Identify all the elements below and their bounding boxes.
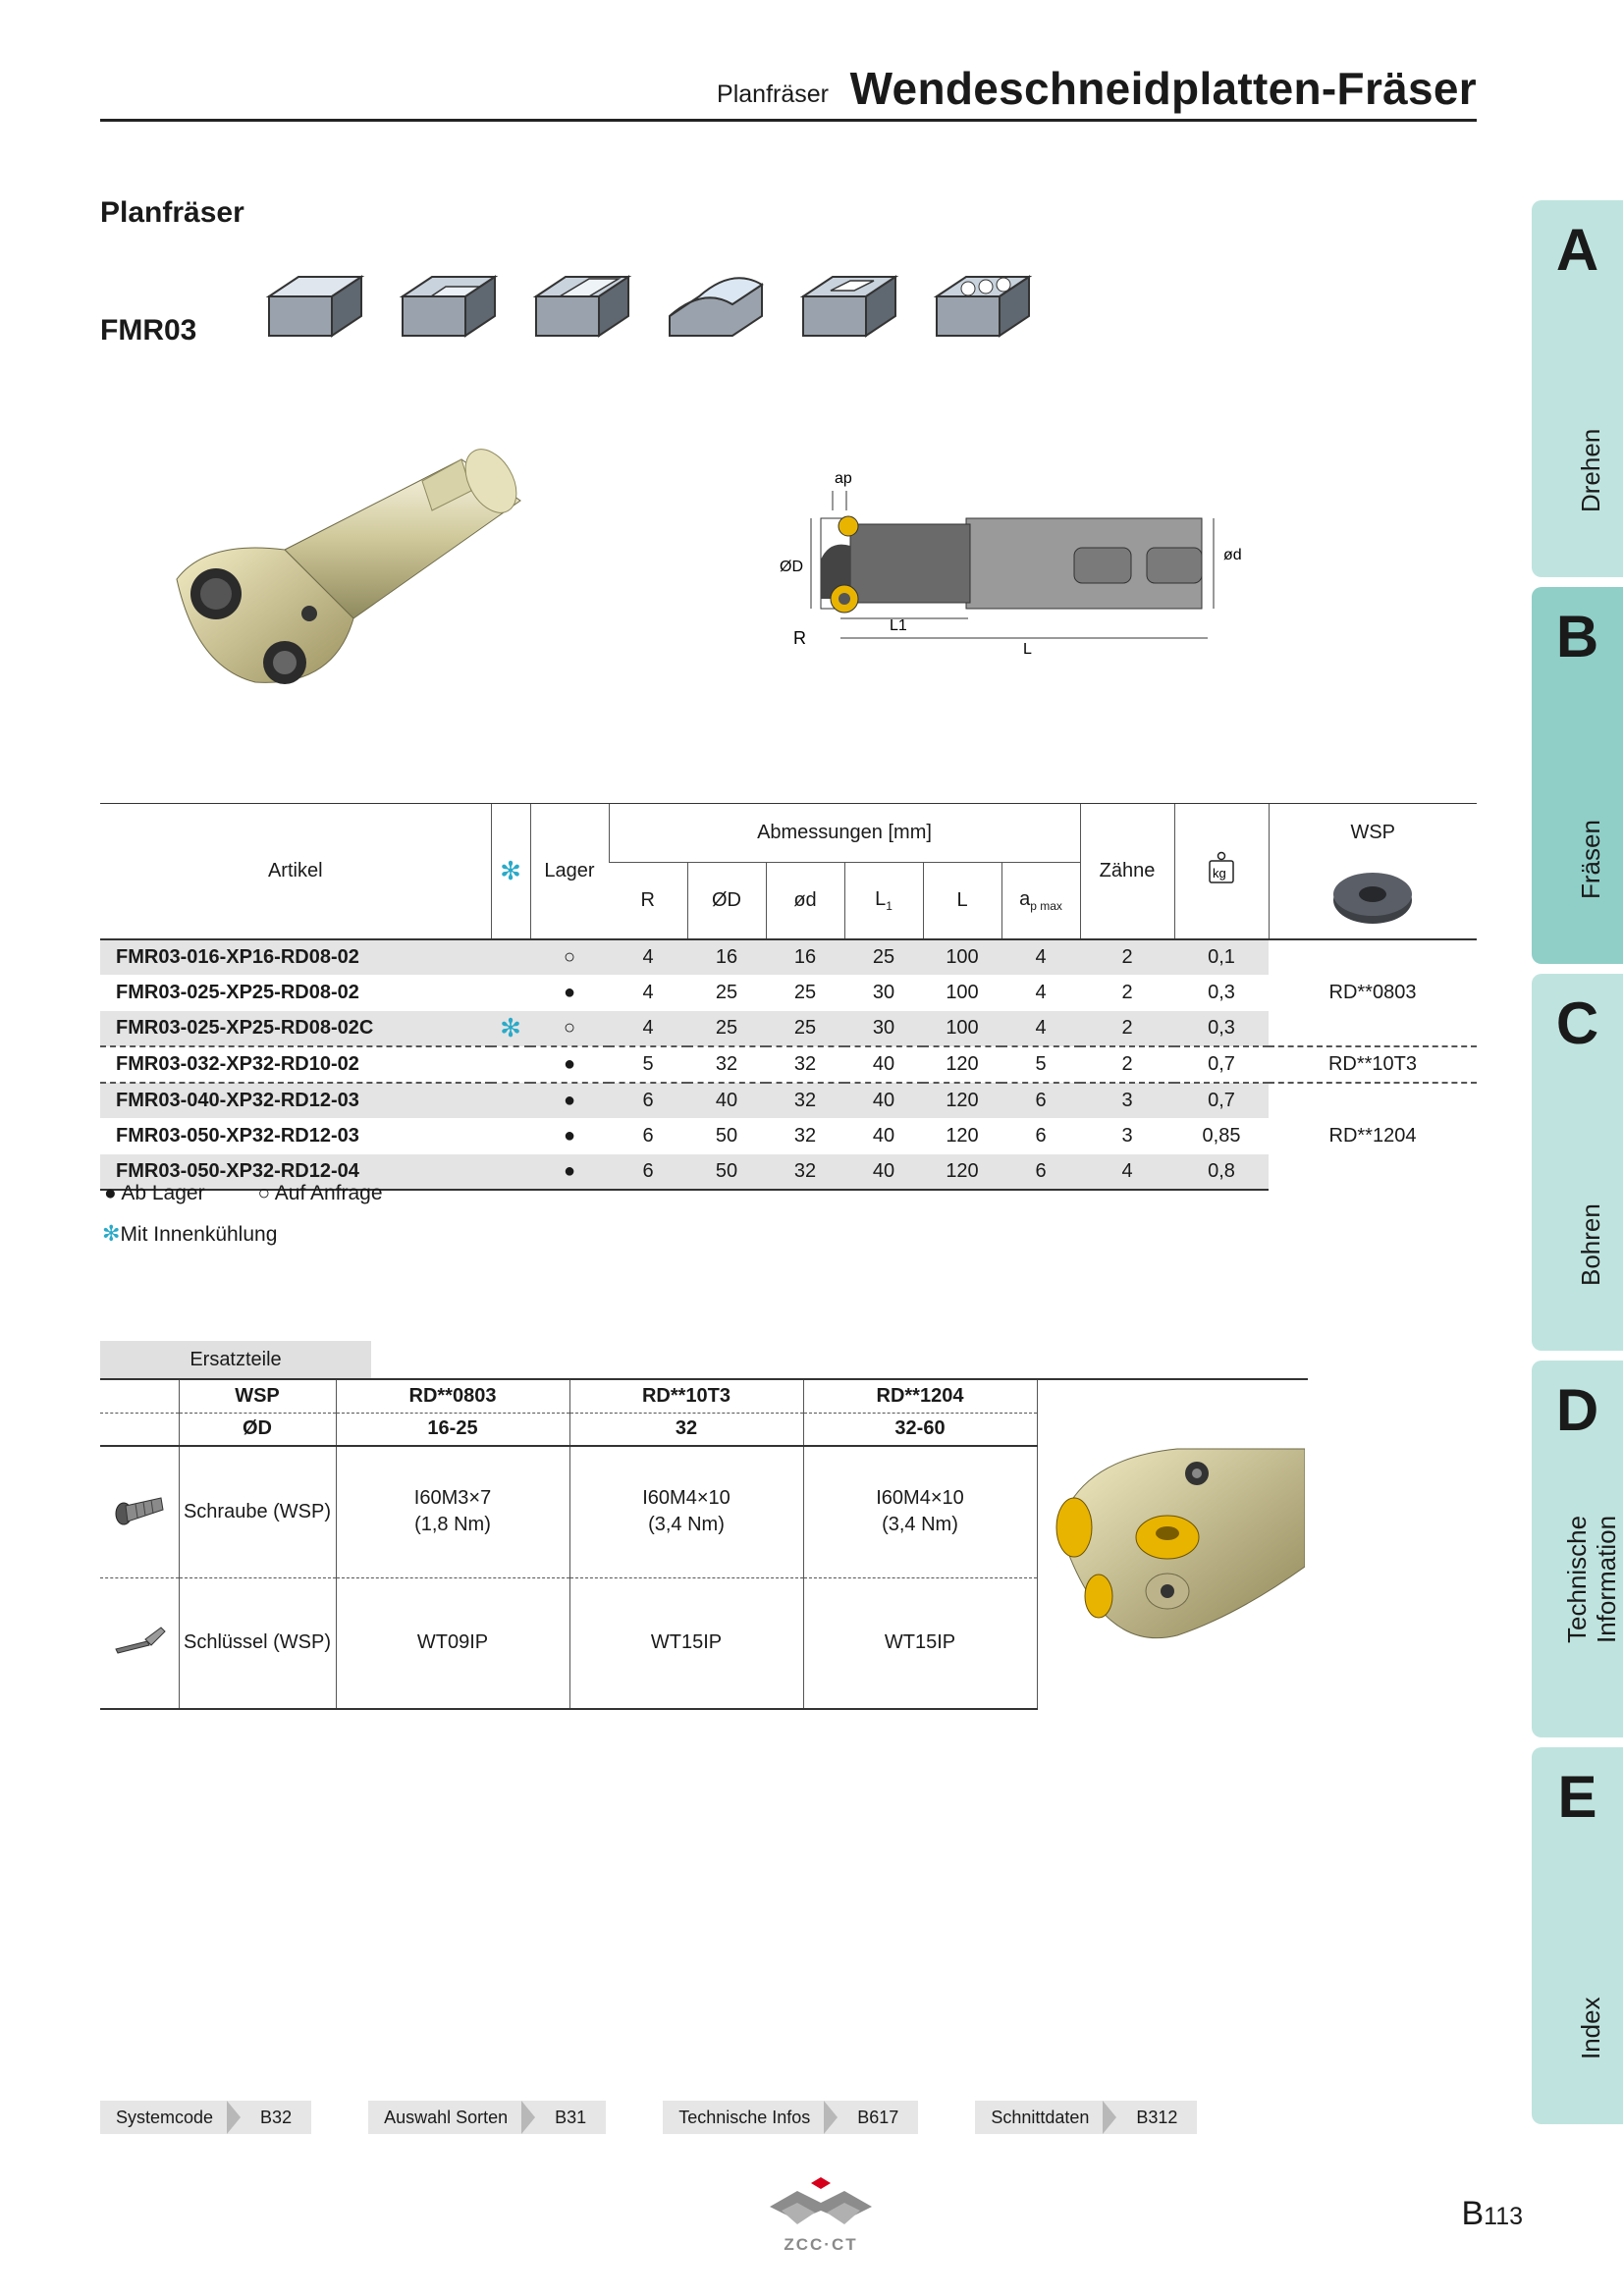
cooling-icon: ✻ <box>102 1221 121 1246</box>
spare-empty <box>100 1413 179 1446</box>
page-references <box>100 2101 1197 2134</box>
legend-auf-anfrage: ○ Auf Anfrage <box>257 1182 383 1204</box>
cell-R: 6 <box>609 1083 687 1119</box>
cell-d: 32 <box>793 1124 817 1147</box>
tab-label-text: Drehen <box>1576 428 1605 513</box>
cell-lager: ● <box>530 1046 609 1083</box>
cell-cooling <box>491 975 530 1011</box>
col-d: ød <box>766 863 844 939</box>
cell-L: 120 <box>946 1124 979 1147</box>
page-prefix: B <box>1461 2195 1485 2232</box>
spare-h-D: ØD <box>179 1413 336 1446</box>
cell-L1: 40 <box>844 1083 923 1119</box>
screw-cell <box>100 1446 179 1577</box>
cell-artikel: FMR03-025-XP25-RD08-02C <box>100 1011 491 1047</box>
chevron-right-icon <box>1103 2101 1116 2134</box>
ref-auswahl-sorten[interactable] <box>368 2101 606 2134</box>
company-logo <box>762 2167 880 2256</box>
cell-weight: 0,1 <box>1174 939 1269 976</box>
wsp-image-cell <box>1269 863 1477 939</box>
screw-1 <box>569 1446 803 1577</box>
cell-artikel: FMR03-032-XP32-RD10-02 <box>100 1046 491 1083</box>
cooling-icon: ✻ <box>500 855 521 885</box>
ref-label: Technische Infos <box>678 2107 811 2127</box>
spare-image-cell <box>1037 1379 1308 1709</box>
spare-d-0: 16-25 <box>336 1413 569 1446</box>
spare-wsp-2: RD**1204 <box>803 1379 1037 1413</box>
cell-L1: 40 <box>872 1124 895 1147</box>
cell-zaehne: 2 <box>1121 981 1133 1003</box>
tab-drehen[interactable] <box>1532 200 1623 577</box>
tab-label-text: Fräsen <box>1576 820 1605 900</box>
header-subtitle: Planfräser <box>717 80 829 108</box>
cell-R: 6 <box>609 1154 687 1191</box>
key-cell <box>100 1577 179 1709</box>
dim-d: ød <box>1223 547 1242 563</box>
tab-fraesen[interactable] <box>1532 587 1623 964</box>
cell-artikel: FMR03-016-XP16-RD08-02 <box>100 939 491 976</box>
section-title: Planfräser <box>100 196 244 229</box>
cell-L1: 30 <box>872 981 895 1003</box>
spare-parts-table <box>100 1378 1308 1710</box>
chevron-right-icon <box>521 2101 535 2134</box>
ref-page: B32 <box>260 2107 293 2127</box>
tab-label-text: Index <box>1576 1997 1605 2060</box>
cell-lager: ● <box>563 981 576 1003</box>
cell-cooling <box>491 1046 530 1083</box>
cell-D: 50 <box>687 1154 766 1191</box>
cell-weight: 0,7 <box>1174 1046 1269 1083</box>
table-row <box>100 939 1477 976</box>
insert-icon <box>1325 865 1420 930</box>
header-title: Wendeschneidplatten-Fräser <box>849 63 1477 114</box>
col-ap-main: a <box>1019 887 1031 910</box>
legend-cooling-label: Mit Innenkühlung <box>120 1223 278 1246</box>
table-row <box>100 1083 1477 1119</box>
cell-lager: ● <box>563 1124 576 1147</box>
ref-systemcode[interactable] <box>100 2101 311 2134</box>
key-1: WT15IP <box>569 1577 803 1709</box>
cell-lager: ● <box>530 1154 609 1191</box>
col-weight <box>1174 804 1269 939</box>
screw-icon <box>112 1488 167 1527</box>
col-artikel: Artikel <box>100 804 491 939</box>
cell-L: 100 <box>923 939 1001 976</box>
product-table <box>100 803 1477 1191</box>
cell-R: 6 <box>642 1124 654 1147</box>
profile-milling-icon <box>664 267 768 346</box>
chevron-right-icon <box>227 2101 241 2134</box>
cell-wsp: RD**10T3 <box>1269 1046 1477 1083</box>
col-cooling <box>491 804 530 939</box>
screw-2 <box>803 1446 1037 1577</box>
tab-label-text: Technische <box>1562 1516 1592 1644</box>
screw-0-torque: (1,8 Nm) <box>414 1514 491 1536</box>
logo-text: ZCC·CT <box>784 2235 858 2254</box>
ref-technische-infos[interactable] <box>663 2101 918 2134</box>
col-lager: Lager <box>530 804 609 939</box>
col-wsp: WSP <box>1269 804 1477 863</box>
cell-D: 50 <box>715 1124 738 1147</box>
table-row <box>100 1046 1477 1083</box>
cell-ap: 6 <box>1001 1154 1080 1191</box>
cell-artikel: FMR03-050-XP32-RD12-04 <box>100 1154 491 1191</box>
cell-D: 25 <box>687 1011 766 1047</box>
cell-lager: ○ <box>530 1011 609 1047</box>
tab-letter: D <box>1555 1377 1599 1443</box>
page-header <box>100 59 1477 122</box>
col-abmessungen: Abmessungen [mm] <box>609 804 1080 863</box>
tab-letter: C <box>1555 990 1599 1056</box>
cell-L: 120 <box>923 1154 1001 1191</box>
cell-L: 100 <box>946 981 979 1003</box>
key-label: Schlüssel (WSP) <box>179 1577 336 1709</box>
cell-ap: 4 <box>1001 1011 1080 1047</box>
col-L1 <box>844 863 923 939</box>
cell-d: 32 <box>766 1083 844 1119</box>
legend-ab-lager: ● Ab Lager <box>104 1182 205 1204</box>
col-L1-main: L <box>875 887 887 910</box>
cell-L1: 40 <box>844 1046 923 1083</box>
col-zaehne: Zähne <box>1080 804 1174 939</box>
ref-page: B617 <box>857 2107 899 2127</box>
screw-1-type: I60M4×10 <box>642 1487 730 1510</box>
cell-zaehne: 3 <box>1121 1124 1133 1147</box>
plunge-milling-icon <box>931 267 1035 346</box>
col-L: L <box>923 863 1001 939</box>
col-ap-sub: p max <box>1030 898 1062 913</box>
cell-zaehne: 2 <box>1080 1046 1174 1083</box>
spare-d-2: 32-60 <box>803 1413 1037 1446</box>
cell-D: 40 <box>687 1083 766 1119</box>
key-2: WT15IP <box>803 1577 1037 1709</box>
ref-schnittdaten[interactable] <box>975 2101 1197 2134</box>
cell-cooling <box>491 939 530 976</box>
weight-kg-icon <box>1207 851 1236 884</box>
pocket-milling-icon <box>797 267 901 346</box>
cell-L1: 40 <box>844 1154 923 1191</box>
chevron-right-icon <box>824 2101 838 2134</box>
cell-D: 16 <box>687 939 766 976</box>
legend-cooling <box>102 1221 277 1247</box>
cell-weight: 0,8 <box>1174 1154 1269 1191</box>
legend-stock <box>104 1182 430 1205</box>
ref-page: B312 <box>1136 2107 1178 2127</box>
cell-L1: 30 <box>844 1011 923 1047</box>
cell-ap: 5 <box>1001 1046 1080 1083</box>
screw-0 <box>336 1446 569 1577</box>
svg-text:kg: kg <box>1213 866 1226 881</box>
cell-D: 32 <box>687 1046 766 1083</box>
cell-R: 4 <box>609 1011 687 1047</box>
cell-D: 25 <box>715 981 738 1003</box>
operation-icons <box>263 267 1035 346</box>
cell-lager: ○ <box>530 939 609 976</box>
spare-wsp-0: RD**0803 <box>336 1379 569 1413</box>
screw-2-torque: (3,4 Nm) <box>882 1514 958 1536</box>
cell-R: 5 <box>609 1046 687 1083</box>
cell-d: 32 <box>766 1154 844 1191</box>
cell-cooling <box>491 1118 530 1154</box>
tab-label <box>1577 1998 1606 2060</box>
cell-wsp: RD**0803 <box>1269 939 1477 1047</box>
cell-weight: 0,85 <box>1202 1124 1241 1147</box>
cell-ap: 6 <box>1001 1083 1080 1119</box>
cell-zaehne: 2 <box>1080 939 1174 976</box>
tab-label <box>1577 429 1606 512</box>
cell-lager: ● <box>530 1083 609 1119</box>
dim-L1: L1 <box>890 617 907 634</box>
cell-weight: 0,3 <box>1208 981 1235 1003</box>
col-D: ØD <box>687 863 766 939</box>
cell-R: 4 <box>642 981 654 1003</box>
spare-d-1: 32 <box>569 1413 803 1446</box>
screw-2-type: I60M4×10 <box>876 1487 964 1510</box>
cell-zaehne: 2 <box>1080 1011 1174 1047</box>
col-R: R <box>609 863 687 939</box>
key-icon <box>112 1620 167 1659</box>
cell-d: 16 <box>766 939 844 976</box>
cell-weight: 0,7 <box>1174 1083 1269 1119</box>
col-ap <box>1001 863 1080 939</box>
tab-label-text: Bohren <box>1576 1203 1605 1287</box>
cell-L: 100 <box>923 1011 1001 1047</box>
dim-D: ØD <box>780 559 803 575</box>
spare-parts-tab: Ersatzteile <box>100 1341 371 1378</box>
cell-cooling <box>491 1154 530 1191</box>
cell-artikel: FMR03-040-XP32-RD12-03 <box>100 1083 491 1119</box>
cell-R: 4 <box>609 939 687 976</box>
cell-artikel: FMR03-025-XP25-RD08-02 <box>116 981 359 1003</box>
cell-ap: 6 <box>1035 1124 1047 1147</box>
cell-L1: 25 <box>844 939 923 976</box>
tab-label <box>1577 820 1606 899</box>
cell-d: 32 <box>766 1046 844 1083</box>
dim-R: R <box>793 628 806 648</box>
tab-label <box>1563 1516 1622 1643</box>
face-milling-icon <box>263 267 367 346</box>
tool-drawing <box>776 461 1247 677</box>
ref-label: Systemcode <box>116 2107 214 2127</box>
cell-weight: 0,3 <box>1174 1011 1269 1047</box>
tab-letter: A <box>1555 217 1599 283</box>
tool-photo <box>137 432 550 707</box>
spare-h-wsp: WSP <box>179 1379 336 1413</box>
model-name: FMR03 <box>100 314 197 347</box>
page-num: 113 <box>1484 2203 1523 2230</box>
cell-zaehne: 4 <box>1080 1154 1174 1191</box>
ref-page: B31 <box>555 2107 587 2127</box>
tab-letter: B <box>1555 604 1599 669</box>
cell-artikel: FMR03-050-XP32-RD12-03 <box>116 1124 359 1147</box>
cell-L: 120 <box>923 1046 1001 1083</box>
cell-zaehne: 3 <box>1080 1083 1174 1119</box>
cell-L: 120 <box>923 1083 1001 1119</box>
ref-label: Schnittdaten <box>991 2107 1090 2127</box>
cell-cooling <box>491 1083 530 1119</box>
cell-wsp: RD**1204 <box>1269 1083 1477 1191</box>
spare-wsp-1: RD**10T3 <box>569 1379 803 1413</box>
key-0: WT09IP <box>336 1577 569 1709</box>
screw-0-type: I60M3×7 <box>413 1487 492 1510</box>
cell-ap: 4 <box>1035 981 1047 1003</box>
step-milling-icon <box>530 267 634 346</box>
cell-ap: 4 <box>1001 939 1080 976</box>
tab-technische-information[interactable] <box>1532 1361 1623 1737</box>
cell-d: 25 <box>766 1011 844 1047</box>
cell-cooling: ✻ <box>491 1011 530 1047</box>
dim-L: L <box>1023 641 1032 658</box>
tab-index[interactable] <box>1532 1747 1623 2124</box>
screw-1-torque: (3,4 Nm) <box>648 1514 725 1536</box>
tab-letter: E <box>1557 1764 1597 1830</box>
tab-bohren[interactable] <box>1532 974 1623 1351</box>
spare-empty <box>100 1379 179 1413</box>
dim-ap: ap <box>835 470 852 487</box>
tab-label-text-2: Information <box>1591 1516 1621 1644</box>
col-L1-sub: 1 <box>886 898 893 913</box>
screw-label: Schraube (WSP) <box>179 1446 336 1577</box>
cell-d: 25 <box>793 981 817 1003</box>
tab-label <box>1577 1203 1606 1286</box>
page-number <box>1461 2195 1523 2233</box>
ref-label: Auswahl Sorten <box>384 2107 509 2127</box>
shoulder-milling-icon <box>397 267 501 346</box>
cutter-head-photo <box>1040 1419 1305 1665</box>
